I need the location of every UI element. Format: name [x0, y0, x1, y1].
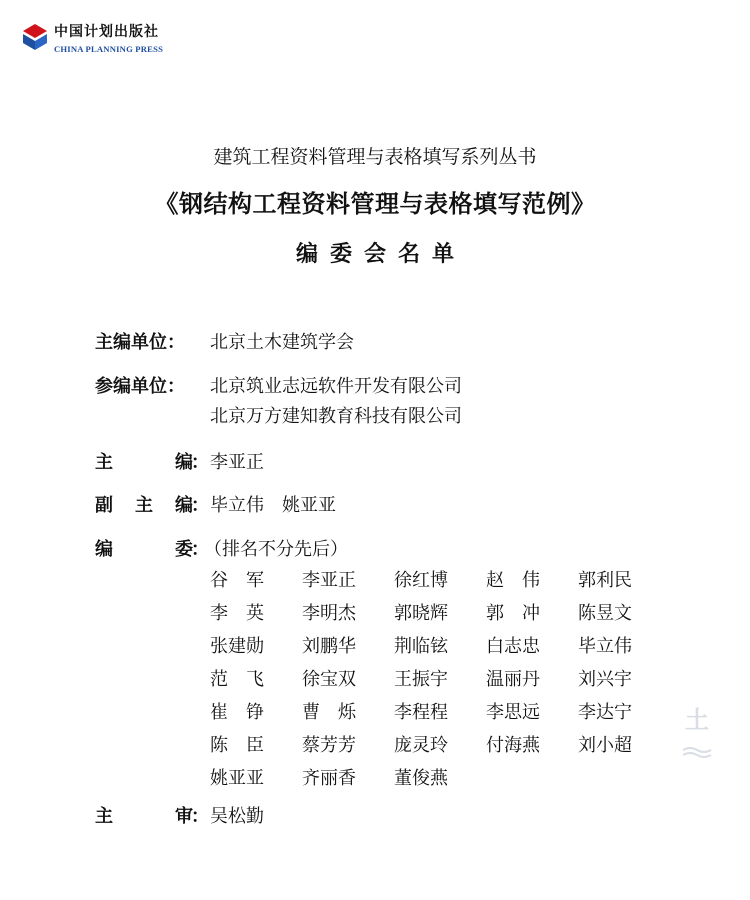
- member-name: 董俊燕: [394, 768, 448, 789]
- member-name: 郭利民: [578, 570, 632, 591]
- member-name: 毕立伟: [578, 636, 632, 657]
- member-name: 曹 烁: [302, 702, 356, 723]
- label-char: 编: [175, 452, 193, 473]
- member-name: 荆临铉: [394, 636, 448, 657]
- member-name: 陈 臣: [210, 735, 264, 756]
- member-name: 范 飞: [210, 669, 264, 690]
- label-char: 主: [95, 806, 113, 827]
- member-name: 崔 铮: [210, 702, 264, 723]
- label-char: 主: [135, 495, 153, 516]
- co-unit-1: 北京筑业志远软件开发有限公司: [210, 376, 462, 397]
- chief-editor-label: [95, 448, 209, 474]
- member-name: 李 英: [210, 603, 264, 624]
- member-name: 李思远: [486, 702, 540, 723]
- publisher-name-cn: 中国计划出版社: [54, 24, 159, 40]
- co-unit-2: 北京万方建知教育科技有限公司: [210, 406, 462, 427]
- watermark-char: 土: [685, 705, 709, 734]
- label-char: 编: [175, 495, 193, 516]
- member-name: 庞灵玲: [394, 735, 448, 756]
- label-char: 主: [95, 452, 113, 473]
- member-name: 徐红博: [394, 570, 448, 591]
- committee-note: （排名不分先后）: [204, 539, 348, 560]
- member-name: 王振宇: [394, 669, 448, 690]
- watermark-logo: [680, 700, 714, 748]
- label-char: 副: [95, 495, 113, 516]
- member-name: 温丽丹: [486, 669, 540, 690]
- label-char: 委: [175, 539, 193, 560]
- member-name: 刘兴宇: [578, 669, 632, 690]
- member-name: 刘小超: [578, 735, 632, 756]
- label-colon: ：: [191, 452, 209, 473]
- member-name: 陈昱文: [578, 603, 632, 624]
- member-name: 蔡芳芳: [302, 735, 356, 756]
- member-name: 白志忠: [486, 636, 540, 657]
- label-colon: ：: [191, 539, 209, 560]
- committee-label: [95, 535, 209, 561]
- chief-editor-value: 李亚正: [210, 452, 264, 473]
- deputy-editors-value: 毕立伟 姚亚亚: [210, 495, 336, 516]
- watermark-waves-icon: [682, 746, 712, 758]
- member-name: 刘鹏华: [302, 636, 356, 657]
- committee-list-title: 编委会名单: [295, 242, 466, 267]
- member-name: 徐宝双: [302, 669, 356, 690]
- member-name: 张建勋: [210, 636, 264, 657]
- label-char: 编: [95, 539, 113, 560]
- member-name: 李达宁: [578, 702, 632, 723]
- publisher-emblem-icon: [22, 22, 48, 52]
- publisher-logo: [22, 20, 222, 60]
- deputy-editor-label: [95, 491, 209, 517]
- publisher-name-en: CHINA PLANNING PRESS: [54, 44, 164, 54]
- member-name: 付海燕: [486, 735, 540, 756]
- book-title: 《钢结构工程资料管理与表格填写范例》: [154, 189, 596, 218]
- committee-members-grid: [210, 565, 680, 794]
- member-name: 谷 军: [210, 570, 264, 591]
- series-title: 建筑工程资料管理与表格填写系列丛书: [213, 146, 537, 168]
- label-colon: ：: [191, 495, 209, 516]
- member-name: 郭晓辉: [394, 603, 448, 624]
- member-name: 齐丽香: [302, 768, 356, 789]
- member-name: 郭 冲: [486, 603, 540, 624]
- label-colon: ：: [191, 806, 209, 827]
- reviewer-label: [95, 802, 209, 828]
- chief-unit-value: 北京土木建筑学会: [210, 332, 354, 353]
- member-name: 姚亚亚: [210, 768, 264, 789]
- reviewer-value: 吴松勤: [210, 806, 264, 827]
- member-name: 李亚正: [302, 570, 356, 591]
- member-name: 李程程: [394, 702, 448, 723]
- chief-unit-label: 主编单位：: [95, 332, 185, 353]
- label-char: 审: [175, 806, 193, 827]
- co-units-label: 参编单位：: [95, 376, 185, 397]
- member-name: 赵 伟: [486, 570, 540, 591]
- member-name: 李明杰: [302, 603, 356, 624]
